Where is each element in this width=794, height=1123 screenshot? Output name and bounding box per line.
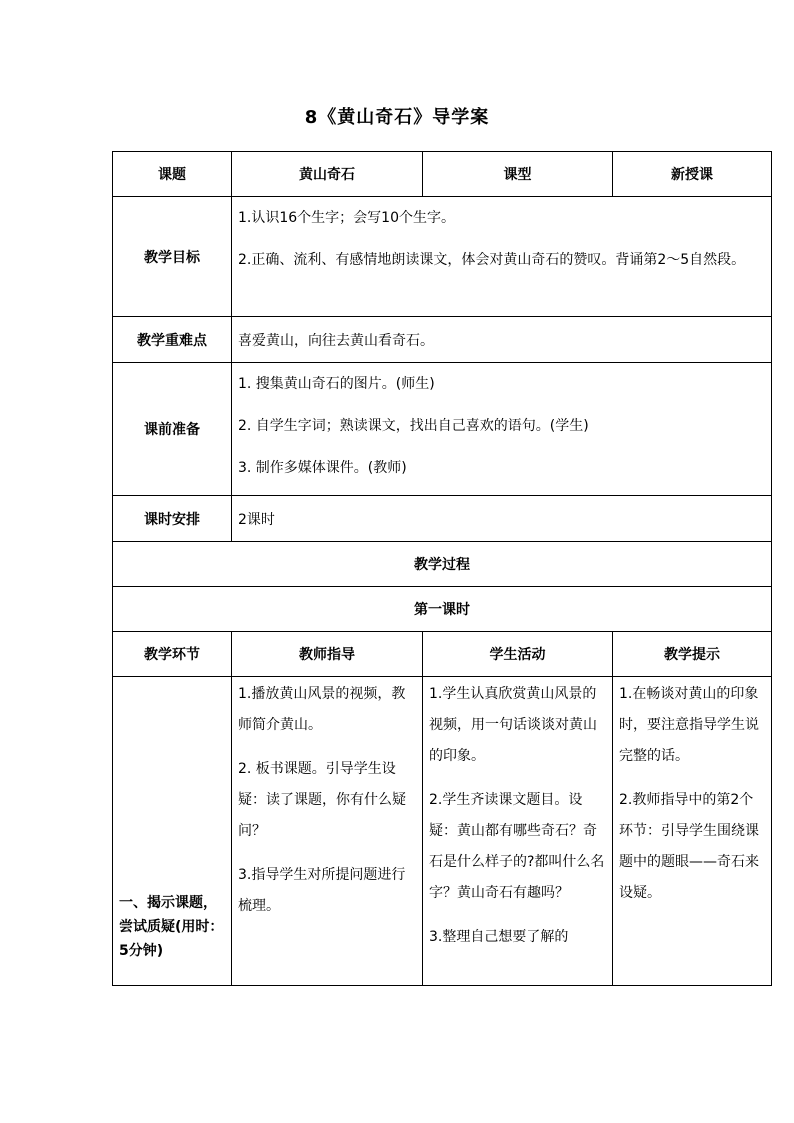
prep-label: 课前准备 bbox=[113, 363, 232, 496]
column-header-row bbox=[113, 632, 772, 677]
goals-label: 教学目标 bbox=[113, 197, 232, 317]
period-row bbox=[113, 587, 772, 632]
goals-row bbox=[113, 197, 772, 317]
tips-item: 1.在畅谈对黄山的印象时，要注意指导学生说完整的话。 bbox=[619, 686, 759, 764]
stage1-teacher bbox=[232, 677, 423, 986]
lesson-value: 黄山奇石 bbox=[232, 152, 423, 197]
key-points-label: 教学重难点 bbox=[113, 317, 232, 363]
lesson-plan-table bbox=[112, 151, 772, 986]
col-student: 学生活动 bbox=[423, 632, 613, 677]
period-title: 第一课时 bbox=[113, 587, 772, 632]
schedule-content: 2课时 bbox=[232, 496, 772, 542]
prep-item: 2. 自学生字词；熟读课文，找出自己喜欢的语句。(学生) bbox=[238, 418, 589, 434]
key-points-content: 喜爱黄山，向往去黄山看奇石。 bbox=[232, 317, 772, 363]
prep-row bbox=[113, 363, 772, 496]
stage1-tips bbox=[613, 677, 772, 986]
type-value: 新授课 bbox=[613, 152, 772, 197]
process-title: 教学过程 bbox=[113, 542, 772, 587]
schedule-row bbox=[113, 496, 772, 542]
col-stage: 教学环节 bbox=[113, 632, 232, 677]
student-item: 3.整理自己想要了解的 bbox=[429, 929, 569, 945]
stage1-row bbox=[113, 677, 772, 986]
tips-item: 2.教师指导中的第2个环节：引导学生围绕课题中的题眼——奇石来设疑。 bbox=[619, 792, 759, 901]
student-item: 1.学生认真欣赏黄山风景的视频，用一句话谈谈对黄山的印象。 bbox=[429, 686, 597, 764]
teacher-item: 1.播放黄山风景的视频，教师简介黄山。 bbox=[238, 686, 406, 733]
key-points-row bbox=[113, 317, 772, 363]
student-item: 2.学生齐读课文题目。设疑：黄山都有哪些奇石？奇石是什么样子的?都叫什么名字？黄山奇石有趣吗？ bbox=[429, 792, 605, 901]
stage1-label: 一、揭示课题，尝试质疑(用时：5分钟) bbox=[113, 677, 232, 986]
process-row bbox=[113, 542, 772, 587]
goal-item: 2.正确、流利、有感情地朗读课文，体会对黄山奇石的赞叹。背诵第2～5自然段。 bbox=[238, 252, 746, 268]
stage1-student bbox=[423, 677, 613, 986]
lesson-label: 课题 bbox=[113, 152, 232, 197]
teacher-item: 2. 板书课题。引导学生设疑：读了课题，你有什么疑问？ bbox=[238, 761, 406, 839]
schedule-label: 课时安排 bbox=[113, 496, 232, 542]
col-teacher: 教师指导 bbox=[232, 632, 423, 677]
header-row bbox=[113, 152, 772, 197]
prep-content bbox=[232, 363, 772, 496]
prep-item: 3. 制作多媒体课件。(教师) bbox=[238, 460, 407, 476]
prep-item: 1. 搜集黄山奇石的图片。(师生) bbox=[238, 376, 435, 392]
teacher-item: 3.指导学生对所提问题进行梳理。 bbox=[238, 867, 406, 914]
page-title: 8《黄山奇石》导学案 bbox=[304, 107, 490, 128]
type-label: 课型 bbox=[423, 152, 613, 197]
goals-content bbox=[232, 197, 772, 317]
goal-item: 1.认识16个生字；会写10个生字。 bbox=[238, 210, 455, 226]
col-tips: 教学提示 bbox=[613, 632, 772, 677]
